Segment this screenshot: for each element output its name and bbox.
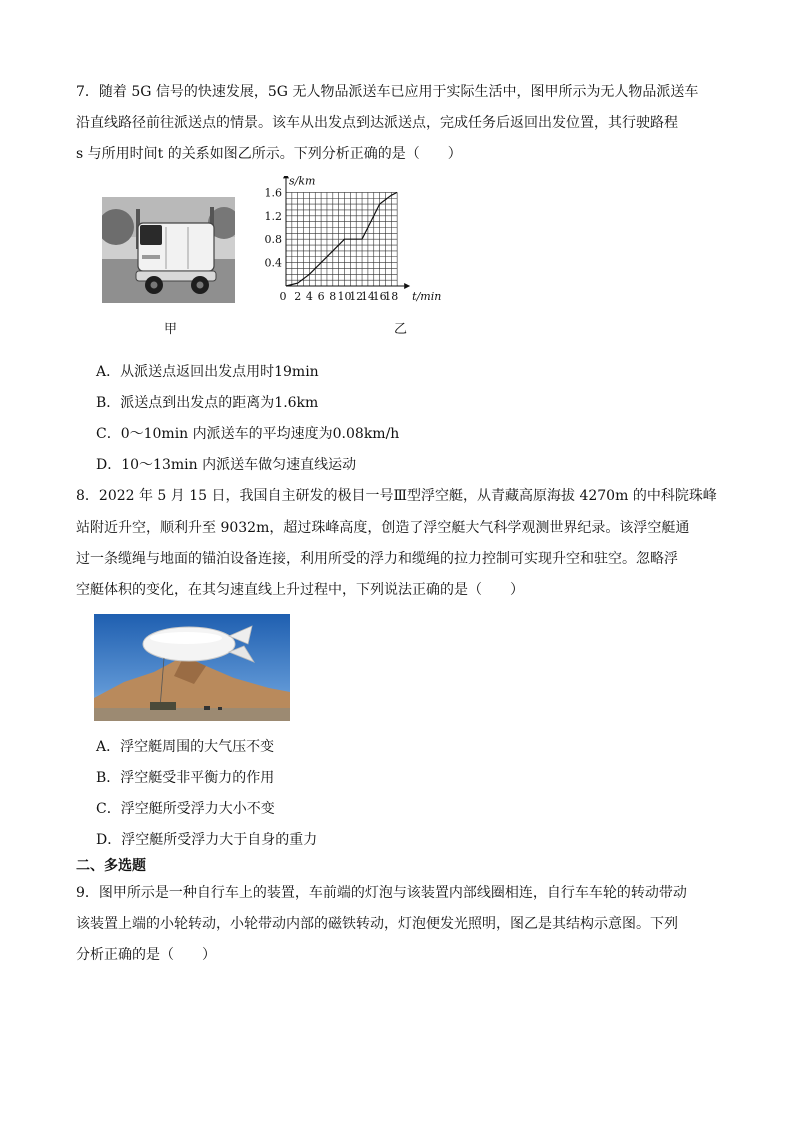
x-tick-label: 4 [305, 290, 313, 303]
x-axis-label: t/min [412, 290, 442, 303]
q9-line-1: 9．图甲所示是一种自行车上的装置，车前端的灯泡与该装置内部线圈相连，自行车车轮的转动带动 [76, 885, 687, 901]
x-tick-label: 14 [360, 290, 375, 303]
q7-line-2: 沿直线路径前往派送点的情景。该车从出发点到达派送点，完成任务后返回出发位置，其行驶路程 [76, 115, 678, 131]
x-tick-label: 6 [317, 290, 325, 303]
y-tick-label: 0.8 [264, 233, 282, 247]
y-tick-label: 1.6 [264, 186, 282, 200]
airship-photo [94, 614, 290, 721]
y-tick-label: 1.2 [264, 209, 282, 223]
y-tick-label: 0.4 [264, 256, 282, 270]
y-axis-label: s/km [289, 176, 316, 188]
x-tick-label: 2 [294, 290, 302, 303]
q8-option-b[interactable]: B．浮空艇受非平衡力的作用 [96, 770, 275, 786]
q9-line-2: 该装置上端的小轮转动，小轮带动内部的磁铁转动，灯泡便发光照明，图乙是其结构示意图。下列 [76, 916, 678, 932]
q8-line-3: 过一条缆绳与地面的锚泊设备连接，利用所受的浮力和缆绳的拉力控制可实现升空和驻空。忽略浮 [76, 551, 678, 567]
section-title-multiple-choice: 二、多选题 [76, 858, 146, 874]
q8-line-2: 站附近升空，顺利升至 9032m，超过珠峰高度，创造了浮空艇大气科学观测世界纪录。该浮空艇通 [76, 520, 690, 536]
chart-grid [286, 192, 397, 286]
q8-option-c[interactable]: C．浮空艇所受浮力大小不变 [96, 801, 275, 817]
q7-option-d[interactable]: D．10～13min 内派送车做匀速直线运动 [96, 457, 357, 473]
x-tick-label: 10 [337, 290, 352, 303]
q8-option-a[interactable]: A．浮空艇周围的大气压不变 [96, 739, 275, 755]
x-tick-label: 18 [384, 290, 399, 303]
q7-line-1: 7．随着 5G 信号的快速发展，5G 无人物品派送车已应用于实际生活中，图甲所示为无人物品派送车 [76, 84, 699, 100]
q7-option-b[interactable]: B．派送点到出发点的距离为1.6km [96, 395, 319, 411]
q9-line-3: 分析正确的是（ ） [76, 947, 216, 963]
x-tick-label: 0 [279, 290, 287, 303]
x-tick-label: 12 [349, 290, 364, 303]
q7-option-a[interactable]: A．从派送点返回出发点用时19min [96, 364, 319, 380]
q7-option-c[interactable]: C．0～10min 内派送车的平均速度为0.08km/h [96, 426, 400, 442]
q8-line-1: 8．2022 年 5 月 15 日，我国自主研发的极目一号Ⅲ型浮空艇，从青藏高原海拔 4270m 的中科院珠峰 [76, 488, 717, 504]
caption-jia: 甲 [164, 322, 178, 337]
q7-line-3: s 与所用时间t 的关系如图乙所示。下列分析正确的是（ ） [76, 146, 462, 162]
distance-time-chart [262, 176, 542, 310]
caption-yi: 乙 [394, 322, 408, 337]
x-tick-label: 8 [329, 290, 337, 303]
x-tick-label: 16 [372, 290, 387, 303]
x-axis-arrow [404, 283, 410, 289]
delivery-vehicle-photo [102, 197, 235, 303]
q8-line-4: 空艇体积的变化，在其匀速直线上升过程中，下列说法正确的是（ ） [76, 582, 524, 598]
q8-option-d[interactable]: D．浮空艇所受浮力大于自身的重力 [96, 832, 318, 848]
